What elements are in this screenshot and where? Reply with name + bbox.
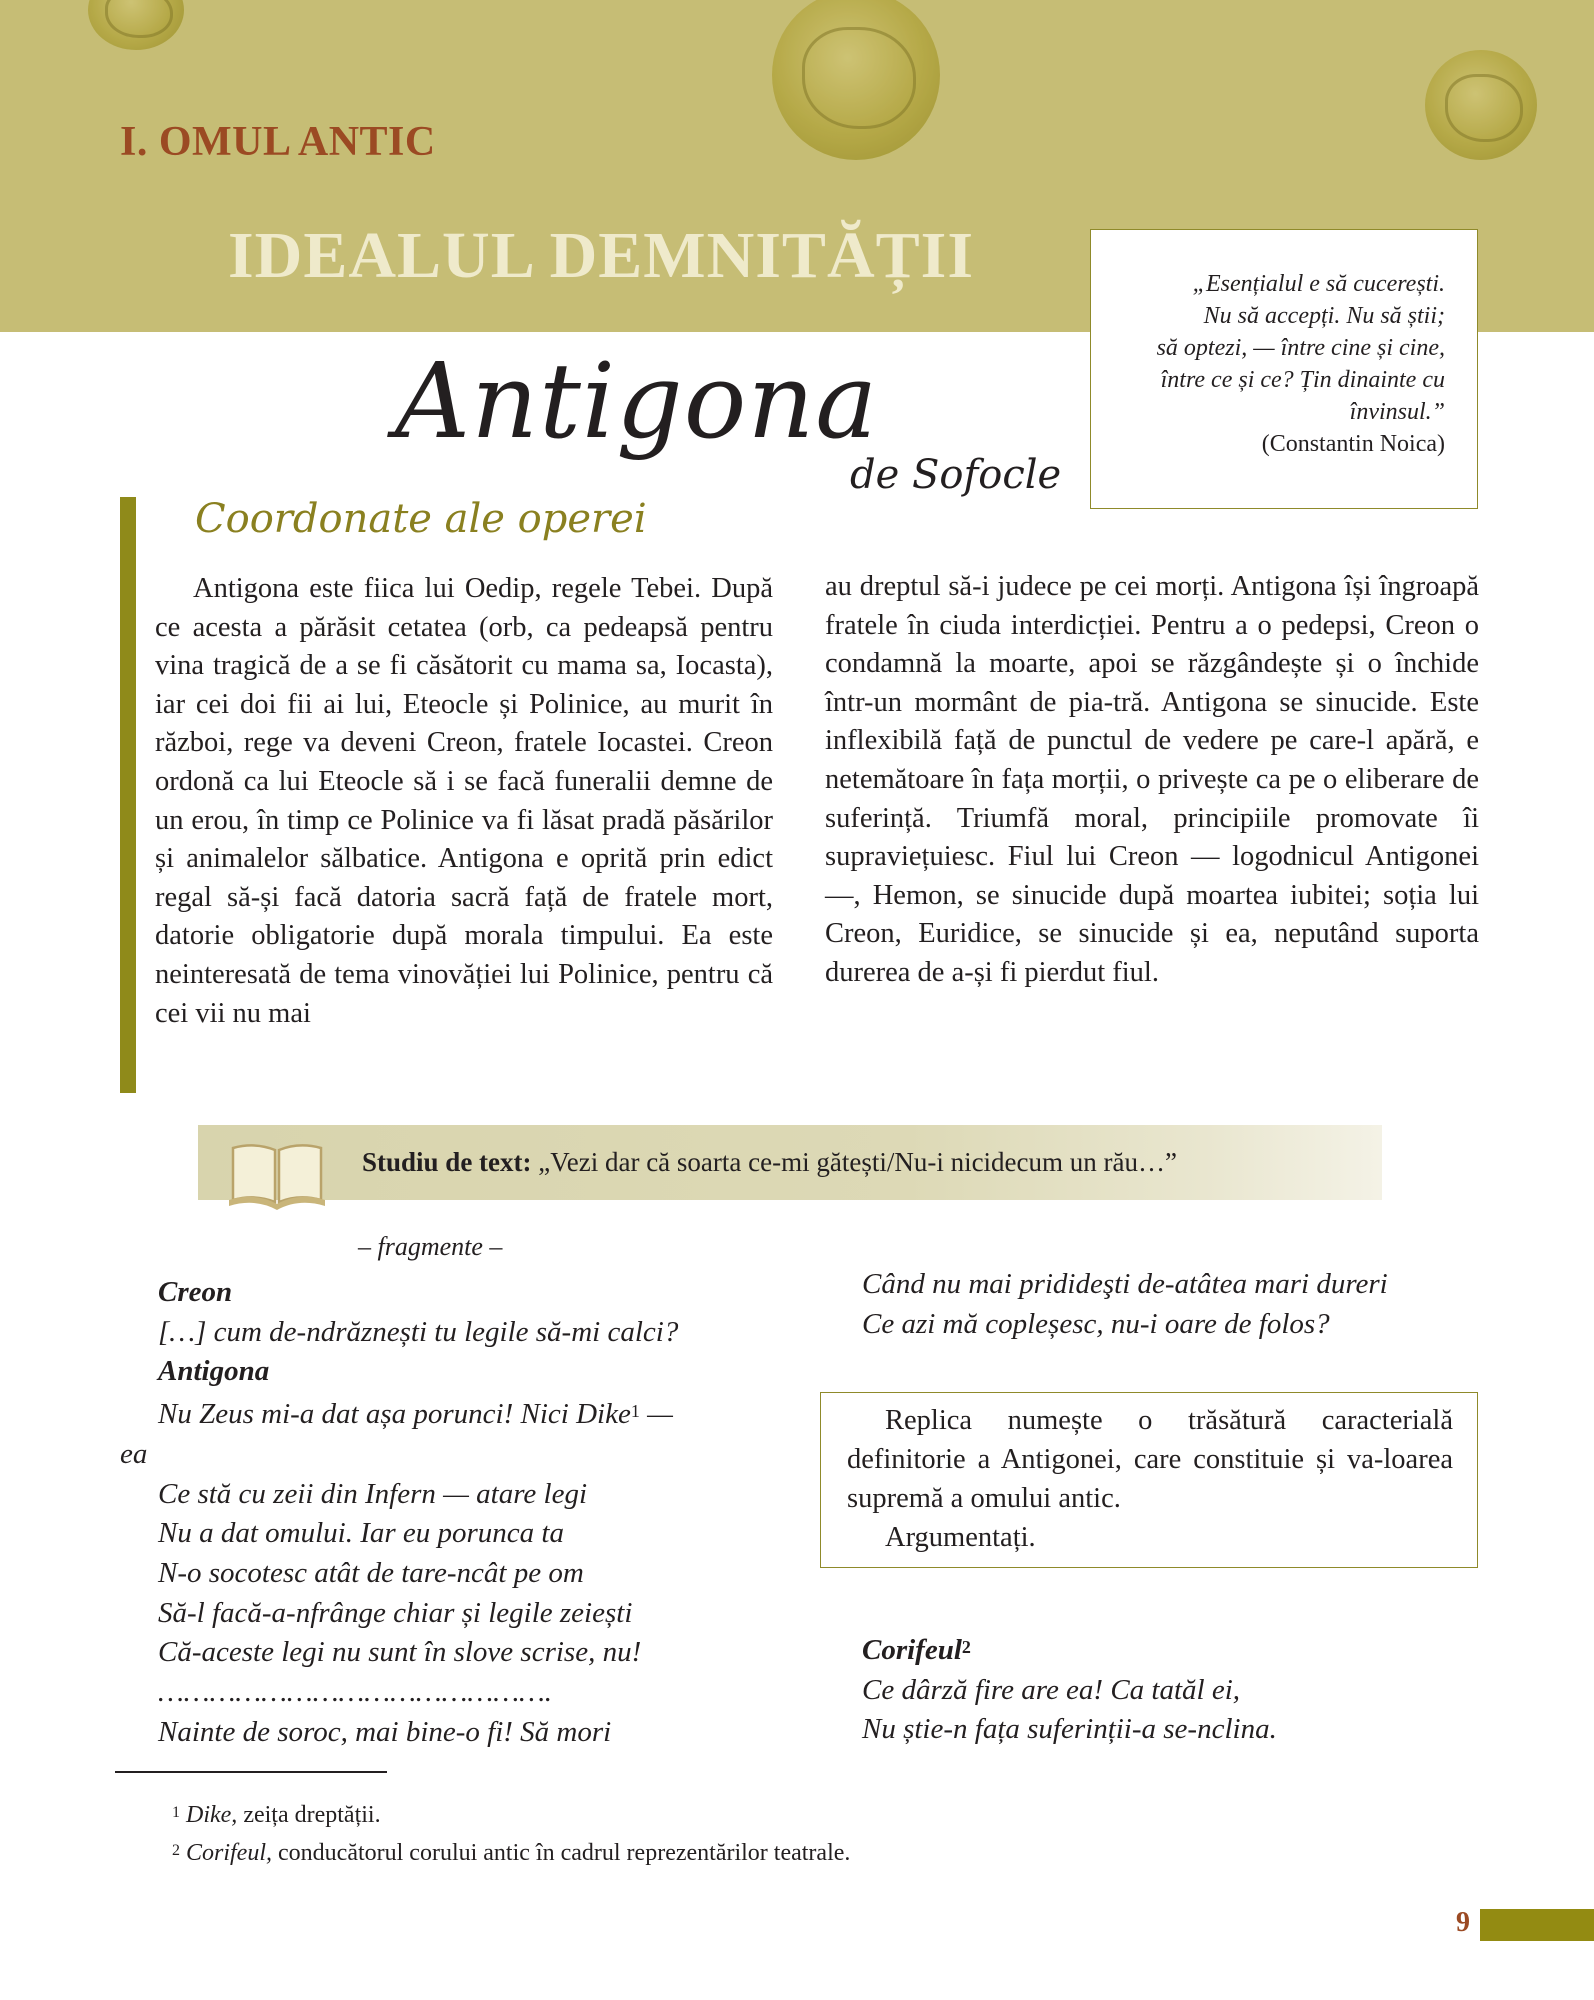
coin-decoration-right: [1425, 50, 1537, 160]
quote-line: să optezi, — între cine și cine,: [1156, 335, 1445, 361]
verses-left: [120, 1273, 679, 1752]
task-box: [820, 1392, 1478, 1568]
coin-decoration-left: [88, 0, 184, 50]
footnote-text: conducătorul corului antic în cadrul reprezentărilor teatrale.: [272, 1840, 851, 1866]
section-title: I. OMUL ANTIC: [120, 119, 436, 165]
footnote-mark: 2: [172, 1842, 180, 1859]
open-book-icon: [225, 1138, 329, 1210]
subheading: Coordonate ale operei: [195, 496, 647, 542]
quote-line: Nu să accepți. Nu să știi;: [1203, 303, 1445, 329]
verse-line: Ce azi mă copleșesc, nu-i oare de folos?: [862, 1307, 1330, 1340]
fragment-label: – fragmente –: [358, 1232, 503, 1261]
speaker-antigona: Antigona: [158, 1355, 270, 1388]
ellipsis-line: ……………………………………….: [158, 1676, 553, 1709]
verse-line: N-o socotesc atât de tare-ncât pe om: [158, 1556, 584, 1589]
verse-line: Nu a dat omului. Iar eu porunca ta: [158, 1517, 564, 1550]
verse-line: Să-l facă-a-nfrânge chiar și legile zeiești: [158, 1596, 633, 1629]
study-text: „Vezi dar că soarta ce-mi gătești/Nu-i nicidecum un rău…”: [531, 1147, 1177, 1177]
verse-line: Că-aceste legi nu sunt în slove scrise, nu!: [158, 1636, 642, 1669]
page-number: 9: [1456, 1907, 1470, 1938]
verse-text: —: [639, 1398, 673, 1431]
quote-line: „Esențialul e să cucerești.: [1192, 271, 1445, 297]
task-text: Replica numește o trăsătură caracterială definitorie a Antigonei, care constituie și va-loarea supremă a omului antic.: [847, 1405, 1453, 1514]
coin-decoration-center: [772, 0, 940, 160]
verse-line: Ce stă cu zeii din Infern — atare legi: [158, 1477, 588, 1510]
footnote-mark: 1: [172, 1804, 180, 1821]
task-instruction: Argumentați.: [885, 1522, 1036, 1553]
footnote-term: Corifeul,: [186, 1840, 273, 1866]
footnote-1: [172, 1802, 381, 1829]
speaker-corifeul: [862, 1628, 1277, 1671]
verses-chorus: [862, 1628, 1277, 1750]
chapter-title: IDEALUL DEMNITĂȚII: [228, 219, 974, 292]
quote-line: între ce și ce? Țin dinainte cu: [1160, 367, 1445, 393]
quote-source: (Constantin Noica): [1261, 431, 1445, 457]
footnote-term: Dike,: [186, 1802, 238, 1828]
verse-line: Nainte de soroc, mai bine-o fi! Să mori: [158, 1715, 612, 1748]
footnote-divider: [115, 1771, 387, 1773]
verse-line: [158, 1392, 678, 1435]
study-label: Studiu de text:: [362, 1147, 532, 1177]
work-author: de Sofocle: [850, 452, 1062, 498]
speaker-name: Corifeul: [862, 1634, 962, 1666]
intro-paragraph-right: au dreptul să-i judece pe cei morți. Antigona își îngroapă fratele în ciuda interdicției. Pentru a o pedepsi, Creon o condamnă la moarte, apoi se răzgândește și o închide într-un mormânt de pia-tră. Antigona se sinucide. Este inflexibilă față de punctul de vedere pe care-l apără, e netemătoare în fața morții, o privește ca pe o eliberare de suferință. Triumfă moral, principiile promovate îi supraviețuiesc. Fiul lui Creon — logodnicul Antigonei —, Hemon, se sinucide după moartea iubitei; soția lui Creon, Euridice, se sinucide și ea, neputând suporta durerea de a-și fi pierdut fiul.: [825, 571, 1479, 988]
verse-line-wrap: ea: [120, 1437, 148, 1470]
accent-bar: [120, 497, 136, 1093]
verse-line: […] cum de-ndrăznești tu legile să-mi calci?: [158, 1315, 679, 1348]
footnote-2: [172, 1840, 850, 1867]
verse-line: Nu știe-n fața suferinții-a se-nclina.: [862, 1713, 1277, 1746]
speaker-creon: Creon: [158, 1276, 233, 1308]
verses-right: [862, 1265, 1388, 1344]
intro-paragraph-left: Antigona este fiica lui Oedip, regele Tebei. După ce acesta a părăsit cetatea (orb, ca pedeapsă pentru vina tragică de a se fi căsătorit cu mama sa, Iocasta), iar cei doi fii ai lui, Eteocle și Polinice, au murit în război, rege va deveni Creon, fratele Iocastei. Creon ordonă ca lui Eteocle să i se facă funeralii demne de un erou, în timp ce Polinice va fi lăsat pradă păsărilor și animalelor sălbatice. Antigona e oprită prin edict regal să-și facă datoria sacră față de fratele mort, datorie obligatorie după morala timpului. Ea este neinteresată de tema vinovăției lui Polinice, pentru că cei vii nu mai: [155, 573, 773, 1029]
footnote-text: zeița dreptății.: [237, 1802, 381, 1828]
verse-text: Nu Zeus mi-a dat așa porunci! Nici Dike: [158, 1398, 631, 1431]
quote-line: învinsul.”: [1349, 399, 1445, 425]
page-number-bar: [1480, 1909, 1594, 1941]
footnote-ref-2: 2: [961, 1637, 971, 1657]
verse-line: Ce dârză fire are ea! Ca tatăl ei,: [862, 1673, 1241, 1706]
quote-box: [1090, 229, 1478, 509]
footnote-ref-1: 1: [630, 1401, 640, 1422]
verse-line: Când nu mai pridideşti de-atâtea mari dureri: [862, 1268, 1388, 1300]
work-title: Antigona: [395, 340, 879, 462]
study-heading: [362, 1147, 1177, 1178]
